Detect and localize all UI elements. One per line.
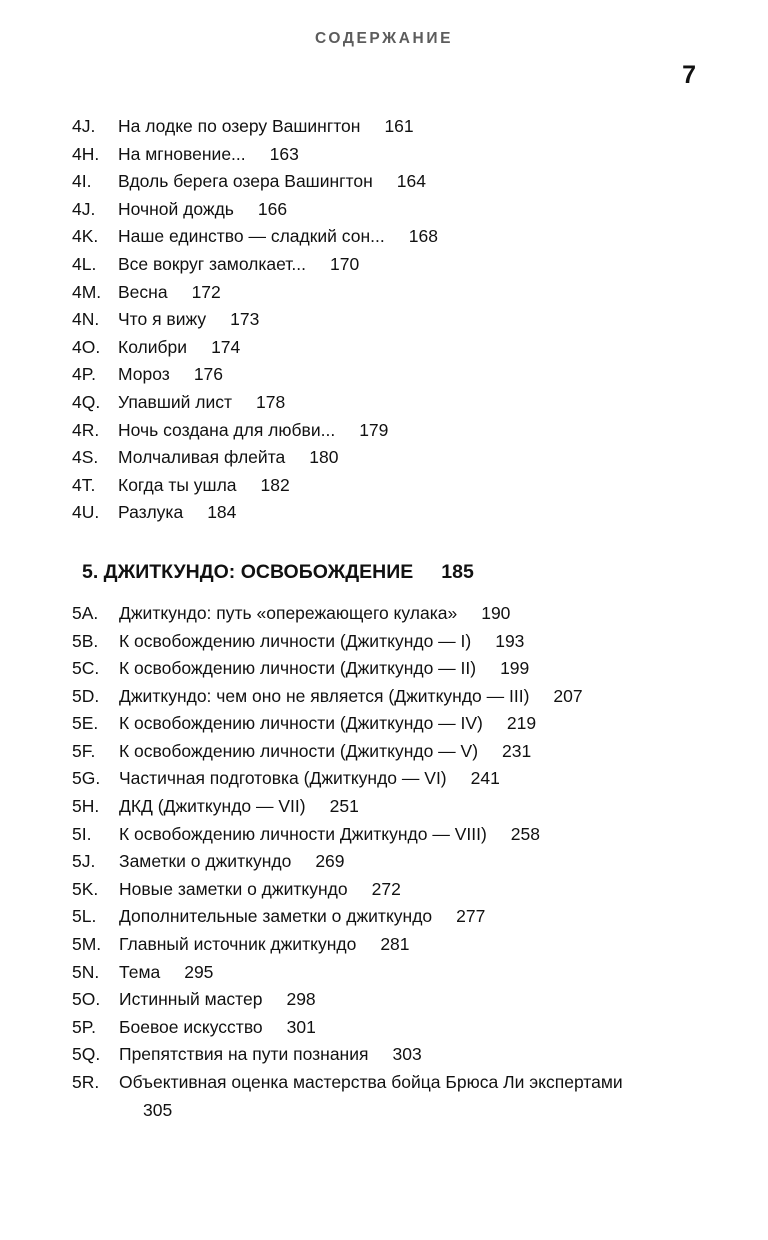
entry-page: 219 (506, 713, 537, 734)
toc-group-chapter-5 (72, 600, 696, 1124)
entry-title: К освобождению личности Джиткундо — VIII) (119, 823, 487, 844)
entry-title: Ночной дождь (118, 198, 234, 219)
entry-code: 5L. (72, 906, 97, 927)
entry-code: 5I. (72, 823, 92, 844)
toc-entry[interactable] (72, 141, 696, 169)
entry-code: 4I. (72, 171, 92, 192)
entry-code: 4T. (72, 474, 96, 495)
entry-page: 179 (359, 419, 389, 440)
entry-code: 5D. (72, 685, 100, 706)
toc-entry[interactable] (72, 279, 696, 307)
entry-title: Истинный мастер (119, 989, 263, 1010)
entry-code: 4S. (72, 447, 99, 468)
toc-entry[interactable] (72, 710, 696, 738)
toc-entry[interactable] (72, 986, 696, 1014)
entry-code: 4M. (72, 281, 102, 302)
entry-title: Препятствия на пути познания (119, 1044, 369, 1065)
entry-page: 303 (392, 1044, 422, 1065)
entry-title: Мороз (118, 364, 170, 385)
entry-title: Все вокруг замолкает... (118, 253, 306, 274)
toc-entry[interactable] (72, 683, 696, 711)
entry-code: 5C. (72, 658, 100, 679)
toc-entry[interactable] (72, 1014, 696, 1042)
entry-title: На лодке по озеру Вашингтон (118, 116, 361, 136)
toc-entry[interactable] (72, 765, 696, 793)
entry-page: 241 (470, 768, 500, 789)
entry-title: Упавший лист (118, 391, 233, 412)
entry-page: 173 (230, 309, 260, 330)
entry-title: Заметки о джиткундо (119, 851, 292, 872)
toc-entry[interactable] (72, 499, 696, 527)
entry-title: Наше единство — сладкий сон... (118, 226, 385, 247)
entry-page: 207 (553, 685, 583, 706)
toc-entry[interactable] (72, 931, 696, 959)
entry-title: К освобождению личности (Джиткундо — I) (119, 630, 472, 651)
entry-code: 5M. (72, 934, 102, 955)
entry-title-block (119, 1069, 679, 1124)
entry-page: 176 (193, 364, 224, 385)
toc-entry[interactable] (72, 196, 696, 224)
entry-title: К освобождению личности (Джиткундо — IV) (119, 713, 483, 734)
entry-page: 277 (456, 906, 486, 927)
entry-page: 258 (510, 823, 540, 844)
entry-page: 182 (260, 474, 290, 495)
entry-page: 281 (380, 934, 410, 955)
toc-entry[interactable] (72, 959, 696, 987)
toc-entry[interactable] (72, 113, 696, 141)
entry-title: Колибри (118, 336, 188, 357)
entry-code: 5K. (72, 878, 99, 899)
entry-page: 301 (286, 1016, 316, 1037)
page-title: СОДЕРЖАНИЕ (314, 30, 454, 47)
entry-code: 5G. (72, 768, 101, 789)
entry-page: 168 (408, 226, 438, 247)
entry-title: Новые заметки о джиткундо (119, 878, 348, 899)
entry-title: Что я вижу (118, 309, 207, 330)
toc-entry[interactable] (72, 600, 696, 628)
entry-page: 161 (384, 116, 414, 136)
entry-code: 4N. (72, 309, 100, 330)
toc-entry[interactable] (72, 793, 696, 821)
entry-page: 295 (184, 961, 214, 982)
page-number: 7 (682, 61, 696, 89)
entry-code: 5A. (72, 602, 99, 623)
entry-title: ДКД (Джиткундо — VII) (119, 796, 306, 817)
entry-page: 180 (309, 447, 339, 468)
entry-code: 5Q. (72, 1044, 101, 1065)
entry-code: 5F. (72, 740, 96, 761)
section-page: 185 (441, 560, 474, 583)
entry-page: 199 (500, 658, 530, 679)
entry-code: 4P. (72, 364, 97, 385)
entry-page: 193 (495, 630, 525, 651)
toc-entry[interactable] (72, 361, 696, 389)
entry-page: 164 (396, 171, 426, 192)
entry-code: 4R. (72, 419, 100, 440)
entry-title: Вдоль берега озера Вашингтон (118, 171, 373, 192)
table-of-contents (72, 113, 696, 1124)
page-header (72, 0, 696, 90)
entry-code: 4H. (72, 143, 100, 164)
entry-title: Дополнительные заметки о джиткундо (119, 906, 433, 927)
entry-code: 5P. (72, 1016, 97, 1037)
entry-title: Тема (119, 961, 161, 982)
toc-entry[interactable] (72, 417, 696, 445)
toc-entry[interactable] (72, 876, 696, 904)
toc-entry[interactable] (72, 821, 696, 849)
entry-code: 5B. (72, 630, 99, 651)
entry-code: 4O. (72, 336, 101, 357)
toc-group-chapter-4 (72, 113, 696, 527)
entry-page: 184 (207, 502, 237, 523)
entry-page: 172 (191, 281, 221, 302)
entry-code: 5N. (72, 961, 100, 982)
entry-title: Джиткундо: путь «опережающего кулака» (119, 602, 458, 623)
entry-title: Объективная оценка мастерства бойца Брюса Ли экспертами (119, 1072, 623, 1092)
entry-code: 5R. (72, 1072, 100, 1092)
section-title: 5. ДЖИТКУНДО: ОСВОБОЖДЕНИЕ (82, 560, 414, 583)
toc-entry[interactable] (72, 168, 696, 196)
entry-code: 4U. (72, 502, 100, 523)
entry-title: Боевое искусство (119, 1016, 263, 1037)
entry-page: 174 (211, 336, 241, 357)
entry-title: К освобождению личности (Джиткундо — II) (119, 658, 477, 679)
entry-page: 178 (256, 391, 286, 412)
entry-title: Джиткундо: чем оно не является (Джиткундо — III) (119, 685, 530, 706)
toc-entry[interactable] (72, 251, 696, 279)
entry-code: 4J. (72, 116, 96, 136)
entry-page: 269 (315, 851, 345, 872)
entry-page: 305 (143, 1099, 173, 1120)
toc-entry[interactable] (72, 738, 696, 766)
entry-page: 231 (502, 740, 532, 761)
entry-code: 5J. (72, 851, 96, 872)
entry-page: 166 (257, 198, 288, 219)
toc-entry[interactable] (72, 1041, 696, 1069)
toc-entry[interactable] (72, 223, 696, 251)
entry-title: Частичная подготовка (Джиткундо — VI) (119, 768, 447, 789)
entry-title: Молчаливая флейта (118, 447, 286, 468)
entry-page: 190 (481, 602, 511, 623)
toc-entry[interactable] (72, 306, 696, 334)
entry-title: Весна (118, 281, 168, 302)
entry-page: 272 (371, 878, 401, 899)
entry-title: Ночь создана для любви... (118, 419, 336, 440)
entry-title: Разлука (118, 502, 184, 523)
toc-entry[interactable] (72, 472, 696, 500)
toc-entry[interactable] (72, 389, 696, 417)
toc-entry[interactable] (72, 334, 696, 362)
entry-code: 4K. (72, 226, 99, 247)
toc-entry[interactable] (72, 655, 696, 683)
entry-page: 298 (286, 989, 316, 1010)
toc-entry[interactable] (72, 848, 696, 876)
entry-title: Главный источник джиткундо (119, 934, 357, 955)
entry-title: К освобождению личности (Джиткундо — V) (119, 740, 479, 761)
entry-code: 5H. (72, 796, 100, 817)
entry-code: 5E. (72, 713, 99, 734)
entry-title: Когда ты ушла (118, 474, 237, 495)
toc-entry[interactable] (72, 1069, 696, 1124)
entry-title: На мгновение... (118, 143, 246, 164)
entry-page: 163 (269, 143, 299, 164)
entry-code: 4J. (72, 198, 96, 219)
toc-section-heading[interactable] (72, 561, 696, 584)
toc-entry[interactable] (72, 444, 696, 472)
entry-page: 170 (329, 253, 360, 274)
entry-code: 4Q. (72, 391, 101, 412)
toc-entry[interactable] (72, 628, 696, 656)
entry-code: 4L. (72, 253, 97, 274)
entry-page: 251 (329, 796, 359, 817)
entry-code: 5O. (72, 989, 101, 1010)
toc-entry[interactable] (72, 903, 696, 931)
